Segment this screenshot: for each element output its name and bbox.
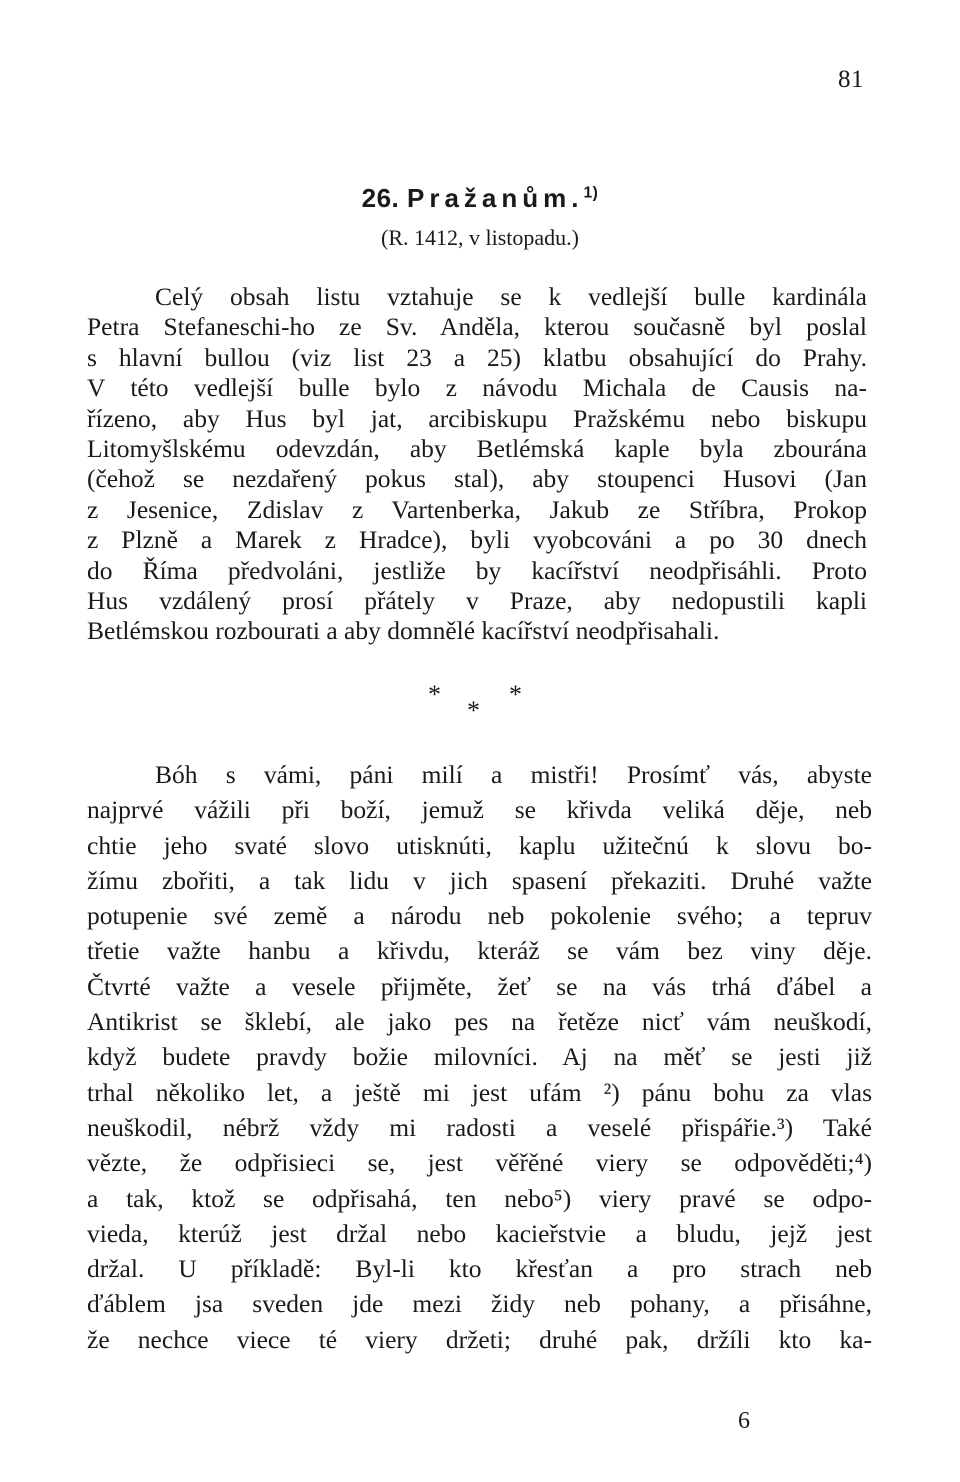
heading-number: 26. xyxy=(361,183,400,213)
body-line: vězte, že odpřisieci se, jest věřěné viery se odpověděti;⁴) xyxy=(87,1148,872,1178)
body-line: najprvé vážili při boží, jemuž se křivda veliká děje, neb xyxy=(87,795,872,825)
summary-line: Litomyšlskému odevzdán, aby Betlémská kaple byla zbourána xyxy=(87,434,867,464)
separator-asterisk: * xyxy=(428,680,441,709)
summary-line: s hlavní bullou (viz list 23 a 25) klatbu obsahující do Prahy. xyxy=(87,342,867,372)
body-line: potupenie své země a národu neb pokolenie svého; a tepruv xyxy=(87,901,872,931)
body-line: a tak, ktož se odpřisahá, ten nebo⁵) viery pravé se odpo- xyxy=(87,1183,872,1213)
body-line: Antikrist se šklebí, ale jako pes na řetěze nicť vám neuškodí, xyxy=(87,1007,872,1037)
letter-summary xyxy=(87,282,867,647)
body-line: když budete pravdy božie milovníci. Aj na měť se jesti již xyxy=(87,1042,872,1072)
heading-title: Pražanům. xyxy=(407,183,584,213)
summary-line: V této vedlejší bulle bylo z návodu Michala de Causis na- xyxy=(87,373,867,403)
body-line: Čtvrté važte a vesele přijměte, žeť se na vás trhá ďábel a xyxy=(87,971,872,1001)
asterism-separator xyxy=(0,680,960,725)
body-line: žímu zbořiti, a tak lidu v jich spasení překaziti. Druhé važte xyxy=(87,865,872,895)
summary-line: Celý obsah listu vztahuje se k vedlejší bulle kardinála xyxy=(155,282,867,311)
body-line: neuškodil, nébrž vždy mi radosti a veselé přispářie.³) Také xyxy=(87,1112,872,1142)
summary-line: z Plzně a Marek z Hradce), byli vyobcováni a po 30 dnech xyxy=(87,525,867,555)
summary-line: do Říma předvoláni, jestliže by kacířství neodpřisáhli. Proto xyxy=(87,555,867,585)
letter-body xyxy=(87,757,872,1357)
summary-line: (čehož se nezdařený pokus stal), aby stoupenci Husovi (Jan xyxy=(87,464,867,494)
letter-heading xyxy=(0,183,960,214)
body-line: trhal několiko let, a ještě mi jest ufám ²) pánu bohu za vlas xyxy=(87,1077,872,1107)
separator-asterisk: * xyxy=(467,696,480,725)
separator-asterisk: * xyxy=(509,680,522,709)
body-line: že nechce viece té viery držeti; druhé pak, držíli kto ka- xyxy=(87,1324,872,1354)
summary-line: řízeno, aby Hus byl jat, arcibiskupu Pražskému nebo biskupu xyxy=(87,403,867,433)
summary-line: Betlémskou rozbourati a aby domnělé kacířství neodpřisahali. xyxy=(87,616,720,646)
heading-footnote-mark: 1) xyxy=(583,184,599,202)
body-line: držal. U příkladě: Byl-li kto křesťan a pro strach neb xyxy=(87,1254,872,1284)
body-line: chtie jeho svaté slovo utisknúti, kaplu užitečnú k slovu bo- xyxy=(87,830,872,860)
summary-line: Petra Stefaneschi-ho ze Sv. Anděla, kterou současně byl poslal xyxy=(87,312,867,342)
summary-line: z Jesenice, Zdislav z Vartenberka, Jakub ze Stříbra, Prokop xyxy=(87,494,867,524)
body-line: třetie važte hanbu a křivdu, kteráž se vám bez viny děje. xyxy=(87,936,872,966)
body-line: ďáblem jsa sveden jde mezi židy neb pohany, a přisáhne, xyxy=(87,1289,872,1319)
summary-line: Hus vzdálený prosí přátely v Praze, aby nedopustili kapli xyxy=(87,586,867,616)
printer-signature-mark: 6 xyxy=(738,1408,750,1434)
letter-date: (R. 1412, v listopadu.) xyxy=(381,225,579,250)
body-line: Bóh s vámi, páni milí a mistři! Prosímť vás, abyste xyxy=(155,760,872,789)
page-number: 81 xyxy=(838,66,864,93)
body-line: vieda, kterúž jest držal nebo kacieřstvie a bludu, jejž jest xyxy=(87,1218,872,1248)
